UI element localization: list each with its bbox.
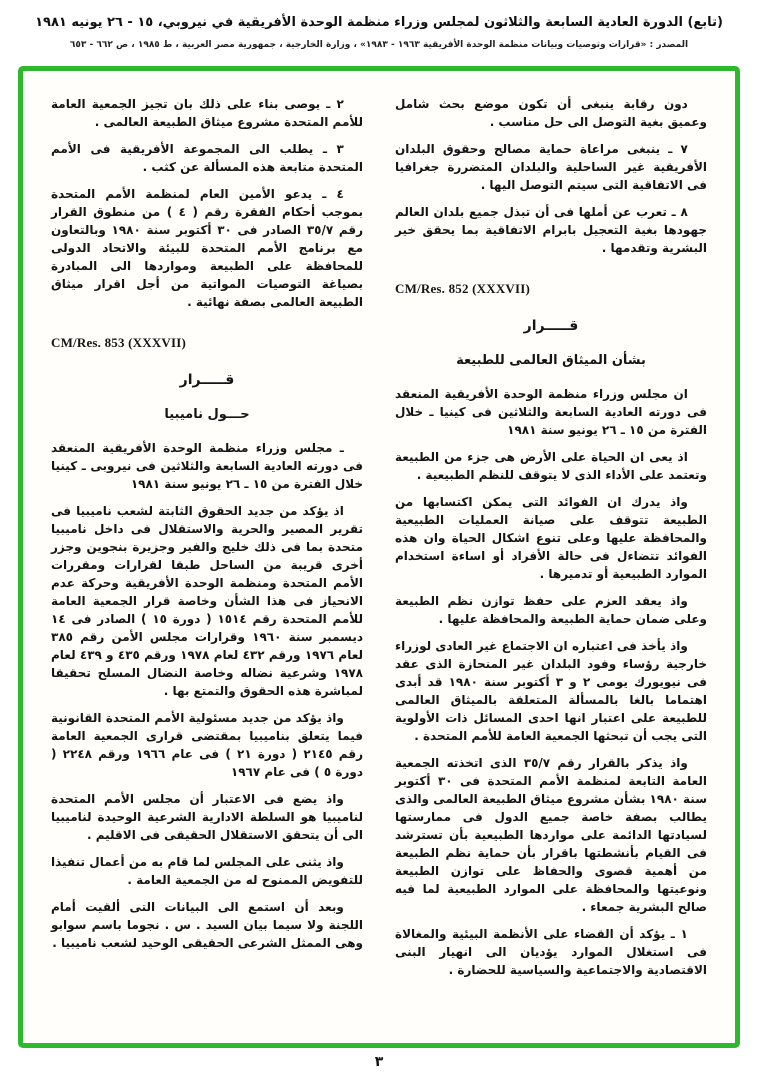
left-column	[51, 95, 363, 1023]
paragraph-aware: اذ يعى ان الحياة على الأرض هى جزء من الطبيعة وتعتمد على الأداء الذى لا يتوقف للنظم الطبيعية .	[395, 449, 707, 482]
paragraph-consider: واذ يأخذ فى اعتباره ان الاجتماع غير العادى لوزراء خارجية رؤساء وفود البلدان غير المنحازة الذى عقد فى نيويورك يومى ٢ و ٣ أكتوبر سنة ١٩٨٠ قد أبدى اهتماما بالغا بالمسألة المتعلقة بالميثاق العالمى للطبيعة على اعتبار انها احدى المسائل ذات الأولوية التى يجب أن تبحثها الجمعية العامة للأمم المتحدة .	[395, 638, 707, 743]
paragraph-resolve: واذ يعقد العزم على حفظ توازن نظم الطبيعة وعلى ضمان حماية الطبيعة والمحافظة عليها .	[395, 593, 707, 626]
two-column-layout	[51, 95, 707, 1023]
paragraph-heard-statements: وبعد أن استمع الى البيانات التى ألقيت أمام اللجنة ولا سيما بيان السيد . س . نجوما باسم سوابو وهى الممثل الشرعى الحقيقى الوحيد لشعب ناميبيا .	[51, 899, 363, 950]
paragraph-item-2: ٢ ـ يوصى بناء على ذلك بان تجيز الجمعية العامة للأمم المتحدة مشروع ميثاق الطبيعة العالمى .	[51, 96, 363, 129]
paragraph-preamble: ان مجلس وزراء منظمة الوحدة الأفريقية المنعقد فى دورته العادية السابعة والثلاثين فى كينيا ـ خلال الفترة من ١٥ ـ ٢٦ يونيو سنة ١٩٨١	[395, 386, 707, 437]
content-frame	[18, 66, 740, 1048]
right-column	[395, 95, 707, 1023]
paragraph-item-8: ٨ ـ تعرب عن أملها فى أن تبذل جميع بلدان العالم جهودها بغية التعجيل بابرام الاتفاقية بما يحقق خير البشرية وتقدمها .	[395, 204, 707, 255]
paragraph-item-1: ١ ـ يؤكد أن القضاء على الأنظمة البيئية والمغالاة فى استغلال الموارد يؤديان الى انهيار البنى الاقتصادية والاجتماعية والسياسية للحضارة .	[395, 926, 707, 977]
page-header: (تابع) الدورة العادية السابعة والثلاثون لمجلس وزراء منظمة الوحدة الأفريقية في نيروبي، ١٥ - ٢٦ يونيه ١٩٨١	[35, 15, 723, 30]
paragraph-realize: واذ يدرك ان الفوائد التى يمكن اكتسابها من الطبيعة تتوقف على صيانة العمليات الطبيعية والمحافظة عليها وعلى تنوع اشكال الحياة وان هذه الفوائد تتضاءل فى حالة الأفراد أو اساءة استخدام الموارد الطبيعية أو تدميرها .	[395, 494, 707, 581]
heading-resolution: قـــــرار	[179, 372, 235, 389]
paragraph-continuation: دون رقابة ينبغى أن تكون موضع بحث شامل وعميق بغية التوصل الى حل مناسب .	[395, 96, 707, 129]
resolution-reference-852: CM/Res. 852 (XXXVII)	[395, 280, 531, 296]
paragraph-item-7: ٧ ـ ينبغى مراعاة حماية مصالح وحقوق البلدان الأفريقية غير الساحلية والبلدان المتضررة جغرافيا فى الاتفاقية التى سيتم التوصل اليها .	[395, 141, 707, 192]
page-number: ٣	[374, 1054, 384, 1070]
paragraph-bearing-in-mind: واذ يضع فى الاعتبار أن مجلس الأمم المتحدة لناميبيا هو السلطة الادارية الشرعية الوحيدة لناميبيا الى أن يتحقق الاستقلال الحقيقى فى الاقليم .	[51, 791, 363, 842]
paragraph-item-4: ٤ ـ يدعو الأمين العام لمنظمة الأمم المتحدة بموجب أحكام الفقرة رقم ( ٤ ) من منطوق القرار رقم ٣٥/٧ الصادر فى ٣٠ أكتوبر سنة ١٩٨٠ وبالتعاون مع برنامج الأمم المتحدة للبيئة والاتحاد الدولى للمحافظة على الطبيعة ومواردها الى المبادرة بصياغة التوصيات المواتية من أجل اقرار ميثاق الطبيعة العالمى بصفة نهائية .	[51, 186, 363, 309]
source-line: المصدر : «قرارات وتوصيات وبيانات منظمة الوحدة الأفريقية ١٩٦٣ - ١٩٨٣» ، وزارة الخارجية ، جمهورية مصر العربية ، ط ١٩٨٥ ، ص ٦٦٢ - ٦٥٣	[69, 40, 689, 51]
heading-subject-world-charter: بشأن الميثاق العالمى للطبيعة	[456, 353, 646, 369]
paragraph-preamble: ـ مجلس وزراء منظمة الوحدة الأفريقية المنعقد فى دورته العادية السابعة والثلاثين فى نيروبى ـ كينيا خلال الفترة من ١٥ ـ ٢٦ يونيو سنة ١٩٨١	[51, 440, 363, 491]
paragraph-item-3: ٣ ـ يطلب الى المجموعة الأفريقية فى الأمم المتحدة متابعة هذه المسألة عن كثب .	[51, 141, 363, 174]
resolution-reference-853: CM/Res. 853 (XXXVII)	[51, 334, 187, 350]
paragraph-recall: واذ يذكر بالقرار رقم ٣٥/٧ الذى اتخذته الجمعية العامة التابعة لمنظمة الأمم المتحدة فى ٣٠ أكتوبر سنة ١٩٨٠ بشأن مشروع ميثاق الطبيعة العالمى والذى يطالب بصفة خاصة جميع الدول فى ممارستها لسيادتها الدائمة على مواردها الطبيعية بأن تسترشد فى القيام بأنشطتها باقرار بأن حماية نظم الطبيعة من أهمية قصوى والحفاظ على توازن الطبيعة ونوعيتها والمحافظة على الموارد الطبيعية لما فيه صالح البشرية جمعاء .	[395, 755, 708, 914]
heading-resolution: قـــــرار	[523, 318, 579, 335]
paragraph-reaffirm-rights: اذ يؤكد من جديد الحقوق الثابتة لشعب ناميبيا فى تقرير المصير والحرية والاستقلال فى داخل ناميبيا متحدة بما فى ذلك خليج والفير وجزيرة بنجوين وجزر أخرى قريبة من الساحل طبقا لقرارات ومقررات الأمم المتحدة ومنظمة الوحدة الأفريقية وحركة عدم الانحياز فى هذا الشأن وخاصة قرار الجمعية العامة للأمم المتحدة رقم ١٥١٤ ( دورة ١٥ ) الصادر فى ١٤ ديسمبر سنة ١٩٦٠ وقرارات مجلس الأمن رقم ٣٨٥ لعام ١٩٧٦ ورقم ٤٣٢ لعام ١٩٧٨ ورقم ٤٣٥ و ٤٣٩ لعام ١٩٧٨ وشرعية نضاله وخاصة النضال المسلح تحقيقا لمباشرة هذه الحقوق والتمتع بها .	[51, 503, 363, 698]
paragraph-commend: واذ يثنى على المجلس لما قام به من أعمال تنفيذا للتفويض الممنوح له من الجمعية العامة .	[51, 854, 363, 887]
paragraph-reaffirm-responsibility: واذ يؤكد من جديد مسئولية الأمم المتحدة القانونية فيما يتعلق بناميبيا بمقتضى قرارى الجمعية العامة رقم ٢١٤٥ ( دورة ٢١ ) فى عام ١٩٦٦ ورقم ٢٢٤٨ ( دورة ٥ ) فى عام ١٩٦٧	[51, 710, 363, 779]
heading-subject-namibia: حـــول ناميبيا	[164, 407, 250, 423]
